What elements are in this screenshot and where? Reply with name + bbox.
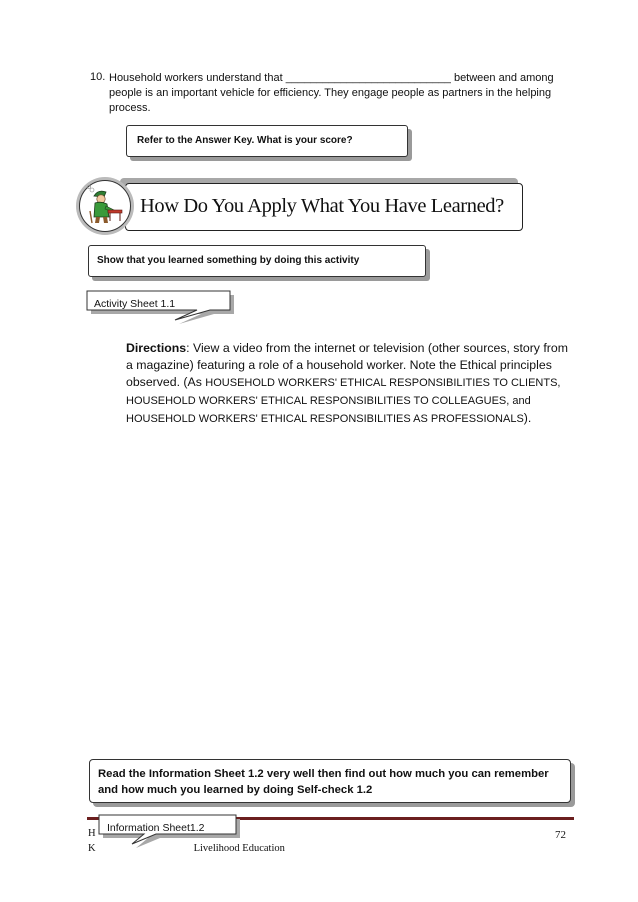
question-number: 10.: [90, 71, 106, 83]
footer-line-2-start: K: [88, 843, 96, 854]
section-banner: [125, 183, 523, 231]
read-prompt-box: [89, 759, 571, 803]
read-prompt: Read the Information Sheet 1.2 very well then find out how much you can remember and how much you learned by doing Self-check 1.2: [98, 768, 549, 796]
activity-prompt-box: [88, 245, 426, 277]
directions-label: Directions: [126, 341, 187, 355]
page-number: 72: [555, 829, 566, 841]
answer-key-box: [126, 125, 408, 157]
footer-line-1: H: [88, 828, 96, 839]
answer-key-prompt: Refer to the Answer Key. What is your score?: [137, 135, 353, 146]
activity-sheet-label: Activity Sheet 1.1: [94, 298, 176, 310]
activity-prompt: Show that you learned something by doing this activity: [97, 255, 360, 266]
footer-line-2-tail: Livelihood Education: [193, 843, 285, 854]
question-text: Household workers understand that ___________________________ between and among people is an important vehicle for efficiency. They engage people as partners in the helping process.: [109, 72, 554, 114]
information-sheet-label: Information Sheet1.2: [107, 822, 205, 834]
directions-paragraph: [126, 340, 576, 428]
directions-end: ).: [523, 411, 532, 425]
directions-text: : View a video from the internet or television (other sources, story from a magazine) featuring a role of a household worker. Note the Ethical principles observed. (As: [126, 341, 568, 389]
directions-caps-text: HOUSEHOLD WORKERS' ETHICAL RESPONSIBILITIES TO CLIENTS, HOUSEHOLD WORKERS' ETHICAL RESPONSIBILITIES TO COLLEAGUES, and HOUSEHOLD WORKERS' ETHICAL RESPONSIBILITIES AS PROFESSIONALS: [126, 377, 561, 425]
section-title: How Do You Apply What You Have Learned?: [140, 195, 504, 217]
person-at-desk-icon: [79, 180, 131, 232]
